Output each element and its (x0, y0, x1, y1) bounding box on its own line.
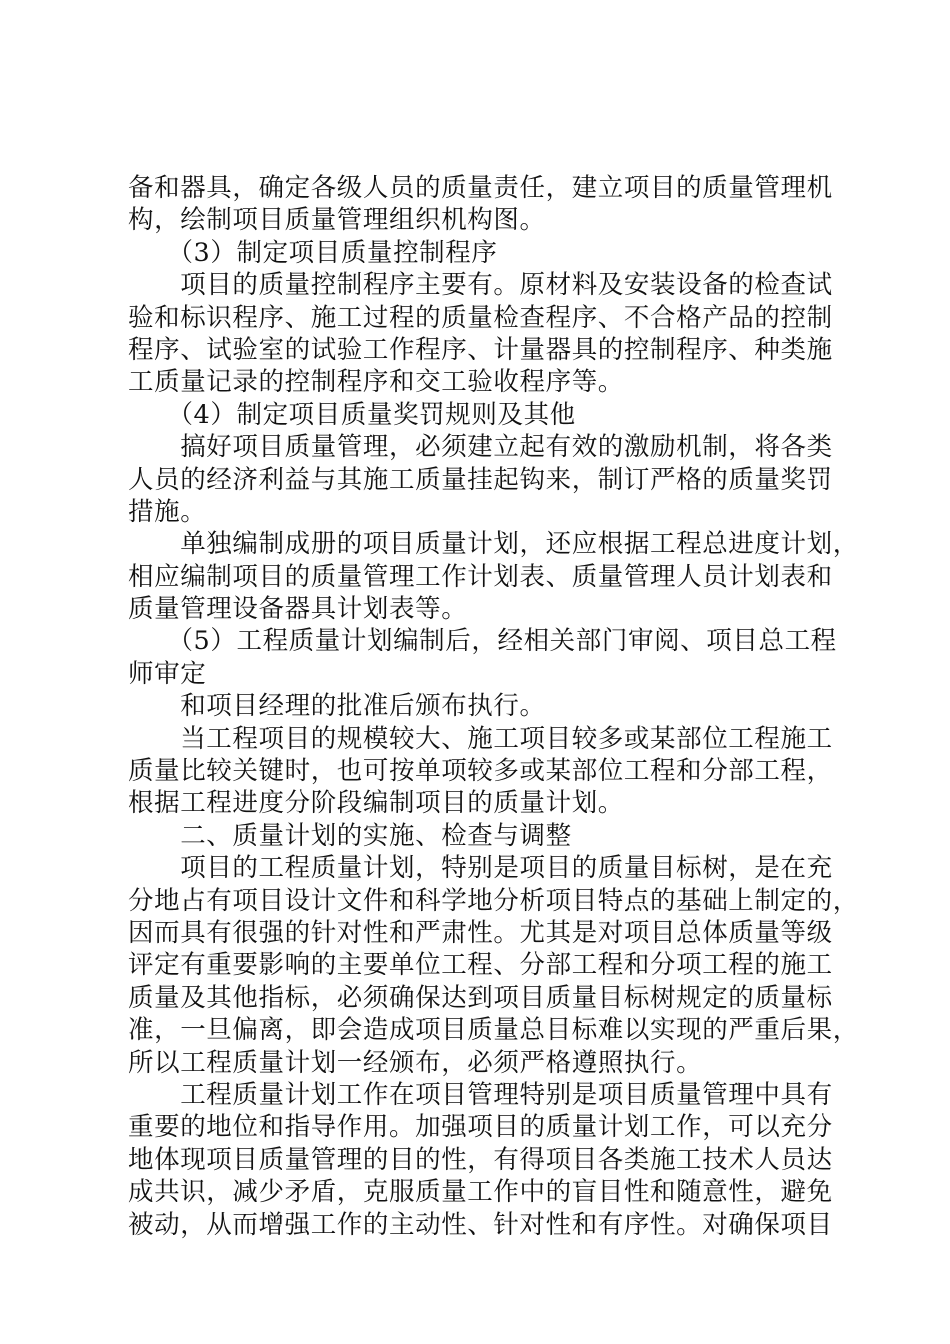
text-line: （3）制定项目质量控制程序 (128, 237, 498, 268)
text-line: 质量比较关键时，也可按单项较多或某部位工程和分部工程， (128, 756, 833, 787)
text-line: 根据工程进度分阶段编制项目的质量计划。 (128, 788, 624, 819)
text-line: 程序、试验室的试验工作程序、计量器具的控制程序、种类施 (128, 334, 833, 365)
text-line: 和项目经理的批准后颁布执行。 (128, 691, 546, 722)
text-line: 单独编制成册的项目质量计划，还应根据工程总进度计划， (128, 529, 859, 560)
text-line: 重要的地位和指导作用。加强项目的质量计划工作，可以充分 (128, 1112, 833, 1143)
text-line: 地体现项目质量管理的目的性，有得项目各类施工技术人员达 (128, 1144, 833, 1175)
text-line: 项目的质量控制程序主要有。原材料及安装设备的检查试 (128, 270, 833, 301)
body-text (128, 172, 859, 1241)
text-line: 因而具有很强的针对性和严肃性。尤其是对项目总体质量等级 (128, 917, 833, 948)
text-line: 质量及其他指标，必须确保达到项目质量目标树规定的质量标 (128, 982, 833, 1013)
text-line: 工程质量计划工作在项目管理特别是项目质量管理中具有 (128, 1079, 833, 1110)
text-line: 师审定 (128, 658, 207, 689)
text-line: 验和标识程序、施工过程的质量检查程序、不合格产品的控制 (128, 302, 833, 333)
text-line: 备和器具，确定各级人员的质量责任，建立项目的质量管理机 (128, 173, 833, 203)
text-line: 工质量记录的控制程序和交工验收程序等。 (128, 367, 624, 398)
text-line: 准，一旦偏离，即会造成项目质量总目标难以实现的严重后果， (128, 1015, 859, 1046)
text-line: （5）工程质量计划编制后，经相关部门审阅、项目总工程 (128, 626, 837, 657)
text-line: 构，绘制项目质量管理组织机构图。 (128, 205, 546, 236)
text-line: 当工程项目的规模较大、施工项目较多或某部位工程施工 (128, 723, 833, 754)
text-line: 措施。 (128, 496, 207, 527)
text-line: 分地占有项目设计文件和科学地分析项目特点的基础上制定的， (128, 885, 859, 916)
text-line: 项目的工程质量计划，特别是项目的质量目标树，是在充 (128, 853, 833, 884)
text-line: 被动，从而增强工作的主动性、针对性和有序性。对确保项目 (128, 1209, 833, 1240)
text-line: 二、质量计划的实施、检查与调整 (128, 820, 572, 851)
text-line: 搞好项目质量管理，必须建立起有效的激励机制，将各类 (128, 432, 833, 463)
text-line: 相应编制项目的质量管理工作计划表、质量管理人员计划表和 (128, 561, 833, 592)
text-line: 质量管理设备器具计划表等。 (128, 594, 468, 625)
text-line: 评定有重要影响的主要单位工程、分部工程和分项工程的施工 (128, 950, 833, 981)
text-line: （4）制定项目质量奖罚规则及其他 (128, 399, 576, 430)
text-line: 所以工程质量计划一经颁布，必须严格遵照执行。 (128, 1047, 703, 1078)
text-line: 成共识，减少矛盾，克服质量工作中的盲目性和随意性，避免 (128, 1177, 833, 1208)
text-line: 人员的经济利益与其施工质量挂起钩来，制订严格的质量奖罚 (128, 464, 833, 495)
